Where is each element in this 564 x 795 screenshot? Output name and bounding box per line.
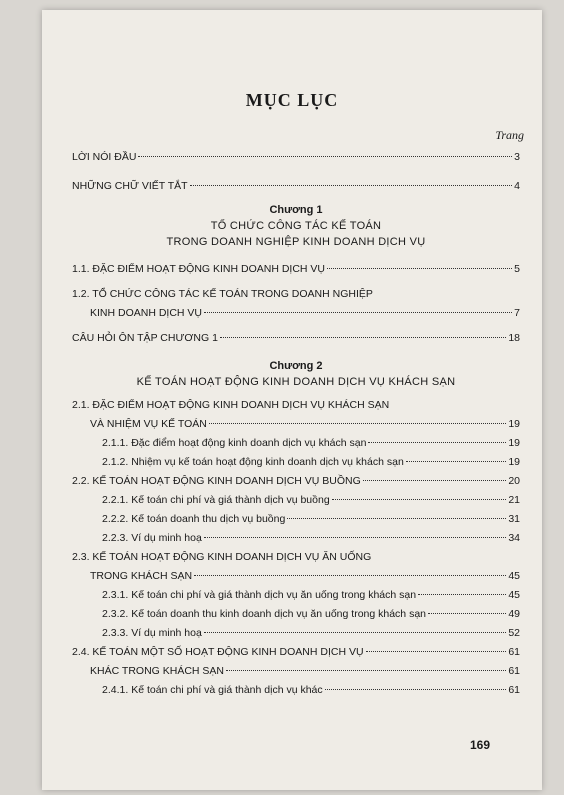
toc-entry-2-4-continued: [72, 662, 520, 681]
toc-entry-2-2-3: [72, 529, 520, 548]
toc-entry-page: 19: [508, 437, 520, 449]
dot-leader: [327, 268, 512, 269]
toc-entry-1-2-continued: [72, 304, 520, 323]
toc-entry-page: 34: [508, 532, 520, 544]
toc-entry-2-3-continued: [72, 567, 520, 586]
toc-entry-page: 49: [508, 608, 520, 620]
chapter-number: Chương 1: [269, 204, 323, 216]
toc-entry-label: LỜI NÓI ĐẦU: [72, 151, 137, 163]
toc-entry-2-1: [72, 396, 520, 415]
toc-entry-2-2-2: [72, 510, 520, 529]
toc-entry-label: 2.4.1. Kế toán chi phí và giá thành dịch vụ khác: [102, 684, 323, 696]
toc-entry-label: 2.1. ĐẶC ĐIỂM HOẠT ĐỘNG KINH DOANH DỊCH VỤ KHÁCH SẠN: [72, 399, 390, 411]
toc-entry-label-continued: VÀ NHIỆM VỤ KẾ TOÁN: [90, 418, 207, 430]
toc-entry-2-3-1: [72, 586, 520, 605]
dot-leader: [209, 423, 506, 424]
page-number: 169: [469, 738, 490, 752]
dot-leader: [325, 689, 507, 690]
toc-entry-review-ch1: [72, 329, 520, 348]
toc-entry-2-1-2: [72, 453, 520, 472]
toc-entry-label: 1.2. TỔ CHỨC CÔNG TÁC KẾ TOÁN TRONG DOANH NGHIỆP: [72, 288, 373, 300]
toc-entry-label: 2.2.2. Kế toán doanh thu dịch vụ buồng: [102, 513, 286, 525]
toc-entry-label: 2.3. KẾ TOÁN HOẠT ĐỘNG KINH DOANH DỊCH VỤ ĂN UỐNG: [72, 551, 372, 563]
toc-entry-2-3-3: [72, 624, 520, 643]
toc-entry-page: 61: [508, 665, 520, 677]
toc-entry-label-continued: KHÁC TRONG KHÁCH SẠN: [90, 665, 224, 677]
toc-entry-label: 2.1.1. Đặc điểm hoạt động kinh doanh dịch vụ khách sạn: [102, 437, 367, 449]
chapter-1-heading: [72, 202, 520, 250]
page-column-label: Trang: [495, 128, 524, 142]
toc-entry-2-4-1: [72, 681, 520, 700]
dot-leader: [190, 185, 513, 186]
toc-entry-1-1: [72, 260, 520, 279]
dot-leader: [204, 312, 512, 313]
toc-entry-page: 20: [508, 475, 520, 487]
dot-leader: [366, 651, 507, 652]
toc-entry-page: 52: [508, 627, 520, 639]
toc-entry-preface: [72, 148, 520, 167]
dot-leader: [418, 594, 506, 595]
toc-entry-page: 4: [514, 180, 520, 192]
toc-entry-page: 7: [514, 307, 520, 319]
toc-entry-label: 2.2. KẾ TOÁN HOẠT ĐỘNG KINH DOANH DỊCH VỤ BUỒNG: [72, 475, 361, 487]
toc-entry-label: 1.1. ĐẶC ĐIỂM HOẠT ĐỘNG KINH DOANH DỊCH VỤ: [72, 263, 326, 275]
dot-leader: [194, 575, 506, 576]
chapter-number: Chương 2: [269, 360, 323, 372]
dot-leader: [368, 442, 506, 443]
toc-entry-1-2: [72, 285, 520, 304]
toc-entry-label: CÂU HỎI ÔN TẬP CHƯƠNG 1: [72, 332, 218, 344]
dot-leader: [332, 499, 507, 500]
toc-entry-page: 45: [508, 570, 520, 582]
dot-leader: [204, 537, 506, 538]
toc-entry-page: 3: [514, 151, 520, 163]
chapter-2-heading: [72, 358, 520, 390]
dot-leader: [204, 632, 506, 633]
toc-entry-page: 21: [508, 494, 520, 506]
toc-entry-label: 2.3.3. Ví dụ minh hoạ: [102, 627, 202, 639]
toc-entry-label-continued: KINH DOANH DỊCH VỤ: [90, 307, 203, 319]
toc-entry-2-1-1: [72, 434, 520, 453]
dot-leader: [428, 613, 506, 614]
toc-entry-2-2: [72, 472, 520, 491]
page-title: MỤC LỤC: [245, 90, 339, 110]
toc-entry-page: 31: [508, 513, 520, 525]
toc-entry-label: NHỮNG CHỮ VIẾT TẮT: [72, 180, 188, 192]
toc-entry-page: 45: [508, 589, 520, 601]
toc-entry-page: 19: [508, 418, 520, 430]
toc-entry-abbreviations: [72, 177, 520, 196]
toc-entry-label: 2.2.3. Ví dụ minh hoạ: [102, 532, 202, 544]
table-of-contents: [72, 148, 520, 700]
toc-entry-label: 2.3.2. Kế toán doanh thu kinh doanh dịch vụ ăn uống trong khách sạn: [102, 608, 426, 620]
toc-entry-2-2-1: [72, 491, 520, 510]
toc-entry-2-1-continued: [72, 415, 520, 434]
toc-entry-page: 61: [508, 684, 520, 696]
toc-entry-2-3: [72, 548, 520, 567]
toc-entry-label: 2.1.2. Nhiệm vụ kế toán hoạt động kinh doanh dịch vụ khách sạn: [102, 456, 404, 468]
toc-entry-page: 5: [514, 263, 520, 275]
dot-leader: [287, 518, 506, 519]
toc-entry-label-continued: TRONG KHÁCH SẠN: [90, 570, 193, 582]
dot-leader: [138, 156, 512, 157]
toc-entry-label: 2.3.1. Kế toán chi phí và giá thành dịch vụ ăn uống trong khách sạn: [102, 589, 417, 601]
chapter-title-line: KẾ TOÁN HOẠT ĐỘNG KINH DOANH DỊCH VỤ KHÁCH SẠN: [136, 376, 456, 388]
dot-leader: [363, 480, 507, 481]
toc-entry-page: 18: [508, 332, 520, 344]
toc-entry-label: 2.2.1. Kế toán chi phí và giá thành dịch vụ buồng: [102, 494, 330, 506]
chapter-title-line: TỔ CHỨC CÔNG TÁC KẾ TOÁN: [210, 220, 382, 232]
book-page: [42, 10, 542, 790]
toc-entry-label: 2.4. KẾ TOÁN MỘT SỐ HOẠT ĐỘNG KINH DOANH DỊCH VỤ: [72, 646, 364, 658]
toc-entry-page: 19: [508, 456, 520, 468]
chapter-title-line: TRONG DOANH NGHIỆP KINH DOANH DỊCH VỤ: [166, 236, 426, 248]
dot-leader: [406, 461, 507, 462]
toc-entry-2-3-2: [72, 605, 520, 624]
dot-leader: [220, 337, 506, 338]
toc-entry-page: 61: [508, 646, 520, 658]
dot-leader: [226, 670, 506, 671]
toc-entry-2-4: [72, 643, 520, 662]
